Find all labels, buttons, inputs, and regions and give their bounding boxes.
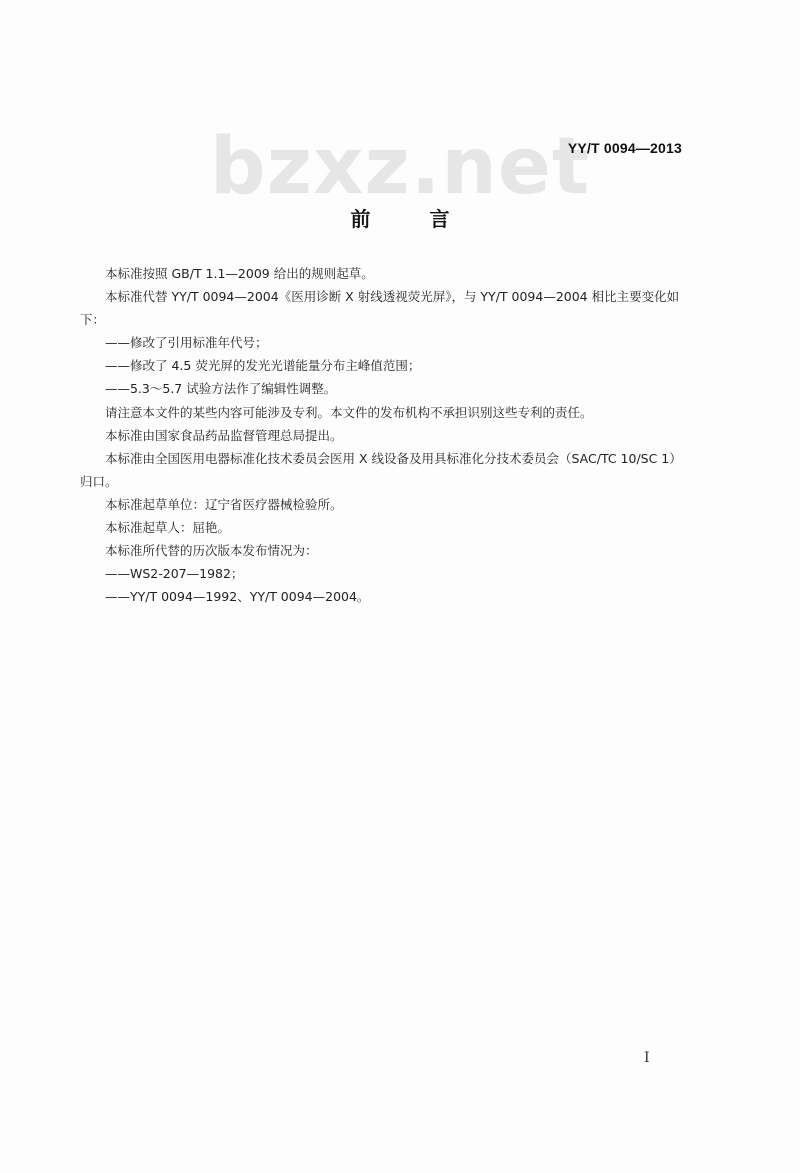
paragraph-drafting-unit: 本标准起草单位：辽宁省医疗器械检验所。	[105, 496, 343, 512]
change-item-3: ——5.3～5.7 试验方法作了编辑性调整。	[105, 381, 337, 397]
paragraph-centralized-by: 本标准由全国医用电器标准化技术委员会医用 X 线设备及用具标准化分技术委员会（SAC/TC 10/SC 1）归口。	[80, 450, 682, 489]
paragraph-replacement: 本标准代替 YY/T 0094—2004《医用诊断 X 射线透视荧光屏》，与 YY/T 0094—2004 相比主要变化如下：	[80, 289, 680, 328]
paragraph-proposed-by: 本标准由国家食品药品监督管理总局提出。	[105, 427, 343, 443]
paragraph-patent-notice: 请注意本文件的某些内容可能涉及专利。本文件的发布机构不承担识别这些专利的责任。	[105, 404, 593, 420]
change-item-1: ——修改了引用标准年代号；	[105, 335, 268, 351]
change-item-2: ——修改了 4.5 荧光屏的发光光谱能量分布主峰值范围；	[105, 358, 421, 374]
watermark: bzxz.net	[209, 122, 591, 212]
paragraph-drafters: 本标准起草人：屈艳。	[105, 520, 231, 536]
history-item-2: ——YY/T 0094—1992、YY/T 0094—2004。	[105, 589, 370, 605]
history-item-1: ——WS2-207—1982；	[105, 566, 244, 582]
document-code: YY/T 0094—2013	[567, 140, 682, 156]
paragraph-history: 本标准所代替的历次版本发布情况为：	[105, 543, 318, 559]
page-number: I	[644, 1050, 650, 1066]
foreword-body	[80, 262, 686, 608]
page-title: 前 言	[350, 207, 476, 231]
paragraph-drafting-rules: 本标准按照 GB/T 1.1—2009 给出的规则起草。	[105, 266, 374, 281]
